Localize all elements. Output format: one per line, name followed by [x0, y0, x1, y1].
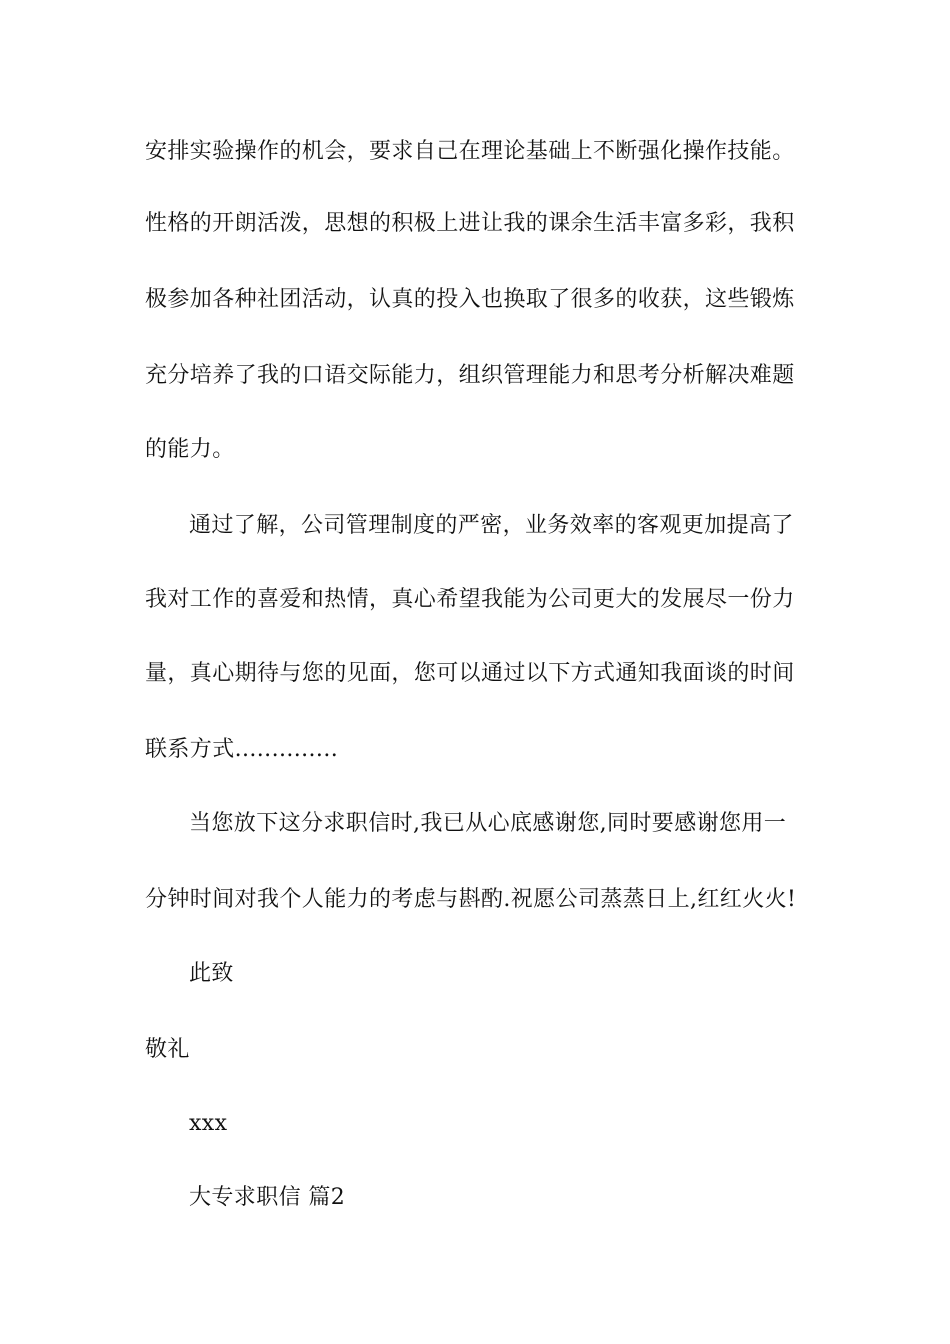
text-line: 的能力。 — [145, 437, 235, 462]
text-line: 性格的开朗活泼，思想的积极上进让我的课余生活丰富多彩，我积 — [145, 211, 795, 236]
text-line: 分钟时间对我个人能力的考虑与斟酌.祝愿公司蒸蒸日上,红红火火! — [145, 887, 797, 912]
text-line: 量，真心期待与您的见面，您可以通过以下方式通知我面谈的时间 — [145, 661, 795, 686]
paragraph-start-line: 当您放下这分求职信时,我已从心底感谢您,同时要感谢您用一 — [189, 811, 787, 836]
closing-regards: 敬礼 — [145, 1037, 190, 1062]
text-line: 充分培养了我的口语交际能力，组织管理能力和思考分析解决难题 — [145, 363, 795, 388]
text-line: 我对工作的喜爱和热情，真心希望我能为公司更大的发展尽一份力 — [145, 587, 795, 612]
closing-salutation: 此致 — [189, 961, 234, 986]
text-line: 安排实验操作的机会，要求自己在理论基础上不断强化操作技能。 — [145, 139, 795, 164]
section-heading: 大专求职信 篇2 — [189, 1185, 346, 1210]
contact-line: 联系方式.............. — [145, 737, 339, 762]
text-line: 极参加各种社团活动，认真的投入也换取了很多的收获，这些锻炼 — [145, 287, 795, 312]
signature-name: xxx — [189, 1111, 228, 1136]
paragraph-start-line: 通过了解，公司管理制度的严密，业务效率的客观更加提高了 — [189, 513, 794, 538]
